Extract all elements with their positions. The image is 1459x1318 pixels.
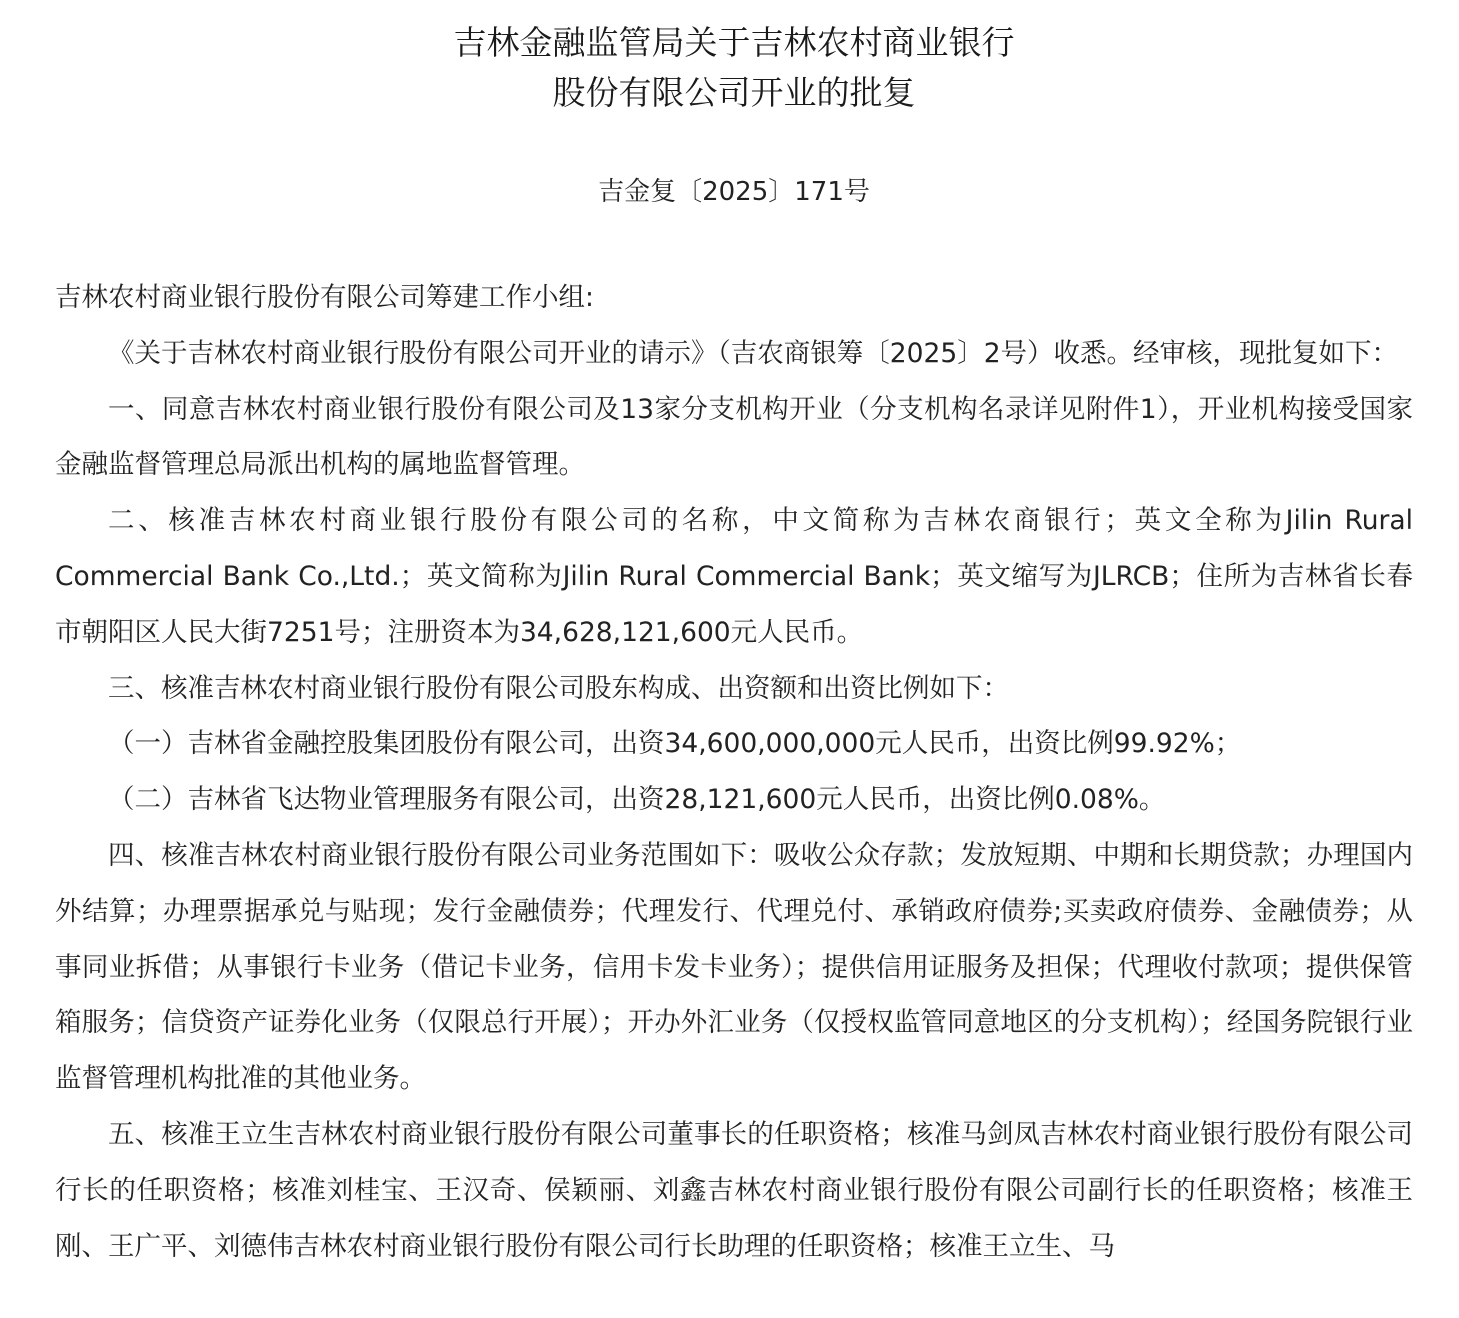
document-body: [55, 270, 1413, 1274]
title-line-1: 吉林金融监管局关于吉林农村商业银行: [453, 23, 1015, 62]
addressee: 吉林农村商业银行股份有限公司筹建工作小组:: [55, 282, 594, 313]
document-number: 吉金复〔2025〕171号: [598, 177, 870, 207]
item-1-paragraph: 一、同意吉林农村商业银行股份有限公司及13家分支机构开业（分支机构名录详见附件1），开业机构接受国家金融监督管理总局派出机构的属地监督管理。: [55, 393, 1413, 481]
item-3-paragraph: 三、核准吉林农村商业银行股份有限公司股东构成、出资额和出资比例如下：: [108, 672, 1009, 704]
intro-paragraph: 《关于吉林农村商业银行股份有限公司开业的请示》（吉农商银筹〔2025〕2号）收悉。经审核，现批复如下：: [108, 337, 1399, 369]
title-line-2: 股份有限公司开业的批复: [552, 73, 916, 112]
item-5-paragraph: 五、核准王立生吉林农村商业银行股份有限公司董事长的任职资格；核准马剑凤吉林农村商业银行股份有限公司行长的任职资格；核准刘桂宝、王汉奇、侯颖丽、刘鑫吉林农村商业银行股份有限公司副行长的任职资格；核准王刚、王广平、刘德伟吉林农村商业银行股份有限公司行长助理的任职资格；核准王立生、马: [55, 1118, 1413, 1262]
item-2-paragraph: 二、核准吉林农村商业银行股份有限公司的名称，中文简称为吉林农商银行；英文全称为Jilin Rural Commercial Bank Co.,Ltd.；英文简称为Jilin Rural Commercial Bank；英文缩写为JLRCB；住所为吉林省长春市朝阳区人民大街7251号；注册资本为34,628,121,600元人民币。: [55, 505, 1413, 648]
item-4-paragraph: 四、核准吉林农村商业银行股份有限公司业务范围如下：吸收公众存款；发放短期、中期和长期贷款；办理国内外结算；办理票据承兑与贴现；发行金融债券；代理发行、代理兑付、承销政府债券;买卖政府债券、金融债券；从事同业拆借；从事银行卡业务（借记卡业务，信用卡发卡业务）；提供信用证服务及担保；代理收付款项；提供保管箱服务；信贷资产证券化业务（仅限总行开展）；开办外汇业务（仅授权监管同意地区的分支机构）；经国务院银行业监督管理机构批准的其他业务。: [55, 839, 1413, 1095]
document-title: [55, 0, 1413, 118]
item-3-2-paragraph: （二）吉林省飞达物业管理服务有限公司，出资28,121,600元人民币，出资比例0.08%。: [108, 784, 1166, 816]
item-3-1-paragraph: （一）吉林省金融控股集团股份有限公司，出资34,600,000,000元人民币，出资比例99.92%；: [108, 728, 1242, 760]
